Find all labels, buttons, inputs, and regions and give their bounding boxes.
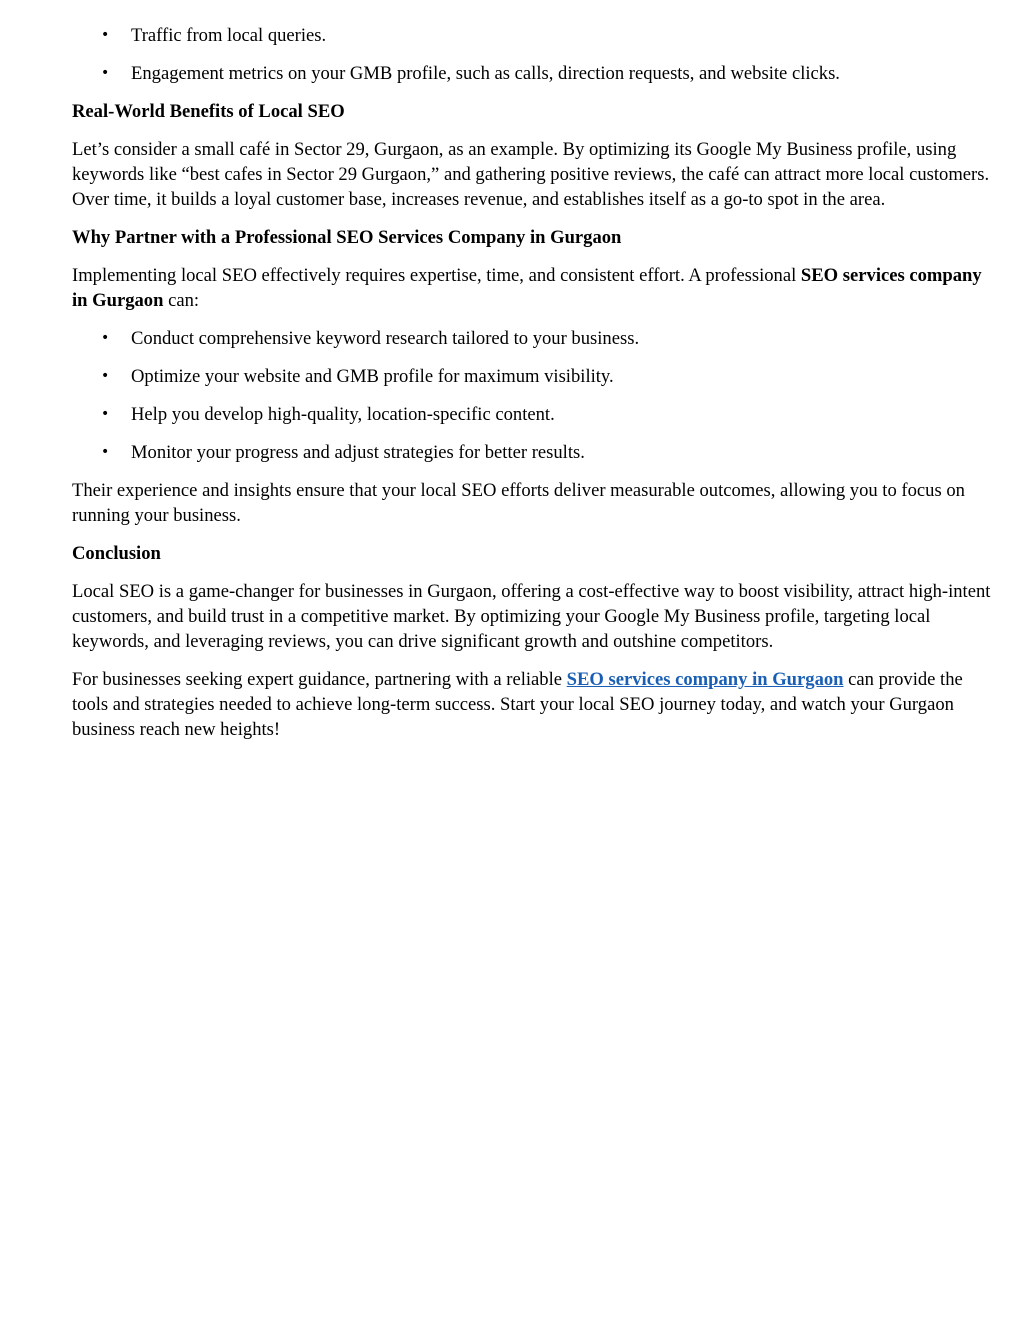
paragraph-text: can: [163, 290, 200, 311]
list-item-text: Optimize your website and GMB profile for maximum visibility. [131, 366, 614, 387]
bullet-icon: • [101, 27, 110, 43]
section-heading-benefits: Real-World Benefits of Local SEO [72, 101, 345, 122]
paragraph-implementing [72, 263, 997, 313]
list-item [72, 402, 997, 427]
document-body [72, 23, 997, 755]
section-heading-why-partner: Why Partner with a Professional SEO Services Company in Gurgaon [72, 227, 622, 248]
list-item [72, 23, 997, 48]
list-item [72, 364, 997, 389]
paragraph-cafe-example: Let’s consider a small café in Sector 29, Gurgaon, as an example. By optimizing its Google My Business profile, using keywords like “best cafes in Sector 29 Gurgaon,” and gathering positive reviews, the café can attract more local customers. Over time, it builds a loyal customer base, increases revenue, and establishes itself as a go-to spot in the area. [72, 139, 990, 210]
list-item [72, 61, 997, 86]
bullet-icon: • [101, 368, 110, 384]
paragraph-text: Implementing local SEO effectively requires expertise, time, and consistent effort. A professional [72, 265, 801, 286]
paragraph-conclusion: Local SEO is a game-changer for businesses in Gurgaon, offering a cost-effective way to boost visibility, attract high-intent customers, and build trust in a competitive market. By optimizing your Google My Business profile, targeting local keywords, and leveraging reviews, you can drive significant growth and outshine competitors. [72, 581, 991, 652]
bullet-icon: • [101, 406, 110, 422]
services-list [72, 326, 997, 465]
bullet-icon: • [101, 65, 110, 81]
paragraph-text: For businesses seeking expert guidance, partnering with a reliable [72, 669, 567, 690]
list-item-text: Monitor your progress and adjust strategies for better results. [131, 442, 585, 463]
bullet-icon: • [101, 444, 110, 460]
seo-services-link[interactable]: SEO services company in Gurgaon [566, 669, 844, 690]
section-heading-conclusion: Conclusion [72, 543, 161, 564]
list-item-text: Help you develop high-quality, location-specific content. [131, 404, 555, 425]
list-item [72, 326, 997, 351]
list-item-text: Engagement metrics on your GMB profile, such as calls, direction requests, and website clicks. [131, 63, 840, 84]
paragraph-call-to-action [72, 667, 997, 742]
list-item-text: Conduct comprehensive keyword research tailored to your business. [131, 328, 640, 349]
bold-company-name: SEO services company in Gurgaon [72, 265, 982, 311]
bullet-icon: • [101, 330, 110, 346]
paragraph-experience: Their experience and insights ensure that your local SEO efforts deliver measurable outcomes, allowing you to focus on running your business. [72, 480, 965, 526]
metrics-list [72, 23, 997, 86]
paragraph-text: can provide the tools and strategies needed to achieve long-term success. Start your local SEO journey today, and watch your Gurgaon business reach new heights! [72, 669, 963, 740]
list-item [72, 440, 997, 465]
list-item-text: Traffic from local queries. [131, 25, 327, 46]
